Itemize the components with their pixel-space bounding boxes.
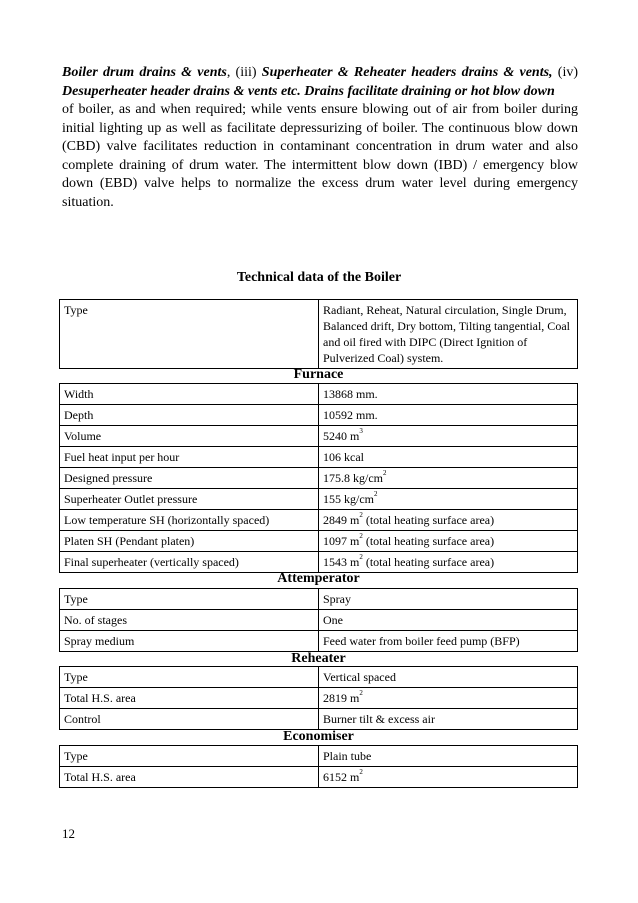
row-value [319,767,578,788]
row-label: Width [60,384,319,405]
table-row [60,510,578,531]
table-title: Technical data of the Boiler [236,270,402,285]
general-table [59,299,578,369]
row-label: Designed pressure [60,468,319,489]
table-row [60,300,578,369]
row-label: No. of stages [60,610,319,631]
row-value [319,426,578,447]
row-value [319,468,578,489]
table-row [60,468,578,489]
table-row [60,746,578,767]
value-tail: (total heating surface area) [362,534,495,548]
value-text: 5240 m [323,429,360,443]
table-row [60,667,578,688]
table-row [60,767,578,788]
value-text: 1097 m [323,534,360,548]
intro-emph-3: Desuperheater header drains & vents etc. Drains facilitate draining or hot blow down [62,83,555,99]
attemperator-heading: Attemperator [277,571,360,586]
table-row [60,552,578,573]
value-sup: 2 [359,689,363,697]
type-value: Radiant, Reheat, Natural circulation, Single Drum, Balanced drift, Dry bottom, Tilting tangential, Coal and oil fired with DIPC (Direct Ignition of Pulverized Coal) system. [319,300,578,369]
table-row [60,688,578,709]
row-value [319,688,578,709]
economiser-heading: Economiser [283,729,354,744]
value-text: 175.8 kg/cm [323,471,383,485]
row-value [319,510,578,531]
row-label: Spray medium [60,631,319,652]
table-row [60,589,578,610]
table-row [60,405,578,426]
row-value: Plain tube [319,746,578,767]
intro-emph-1: Boiler drum drains & vents [62,65,227,80]
row-label: Depth [60,405,319,426]
table-row [60,610,578,631]
row-value [319,489,578,510]
value-text: 155 kg/cm [323,492,374,506]
row-value: One [319,610,578,631]
row-value: 13868 mm. [319,384,578,405]
row-value [319,552,578,573]
row-label: Final superheater (vertically spaced) [60,552,319,573]
reheater-heading: Reheater [291,651,346,666]
attemperator-table [59,588,578,652]
intro-plain-1: , (iii) [226,65,262,80]
intro-text [62,64,578,101]
table-row [60,384,578,405]
row-label: Volume [60,426,319,447]
table-row [60,426,578,447]
value-sup: 2 [359,511,363,519]
row-label: Fuel heat input per hour [60,447,319,468]
row-label: Type [60,589,319,610]
table-row [60,631,578,652]
row-label: Total H.S. area [60,688,319,709]
value-sup: 2 [383,469,387,477]
row-label: Type [60,667,319,688]
value-text: 2849 m [323,513,360,527]
type-label: Type [60,300,319,369]
value-sup: 2 [359,532,363,540]
row-label: Superheater Outlet pressure [60,489,319,510]
row-label: Total H.S. area [60,767,319,788]
row-value: Feed water from boiler feed pump (BFP) [319,631,578,652]
value-sup: 2 [374,490,378,498]
table-row [60,709,578,730]
value-text: 6152 m [323,770,360,784]
furnace-table [59,383,578,573]
value-text: 1543 m [323,555,360,569]
value-sup: 2 [359,768,363,776]
page-number: 12 [62,826,75,841]
value-tail: (total heating surface area) [362,555,495,569]
row-value: Spray [319,589,578,610]
intro-emph-2: Superheater & Reheater headers drains & vents, [261,65,553,80]
row-value: 10592 mm. [319,405,578,426]
intro-paragraph [62,64,578,212]
row-value [319,531,578,552]
reheater-table [59,666,578,730]
row-label: Low temperature SH (horizontally spaced) [60,510,319,531]
row-label: Platen SH (Pendant platen) [60,531,319,552]
intro-body: of boiler, as and when required; while vents ensure blowing out of air from boiler during initial lighting up as well as facilitate depressurizing of boiler. The continuous blow down (CBD) valve facilitates reduction in contaminant concentration in drum water and also complete draining of drum water. The intermittent blow down (IBD) / emergency blow down (EBD) valve helps to normalize the excess drum water level during emergency situation. [62,102,578,210]
row-label: Type [60,746,319,767]
value-sup: 2 [359,553,363,561]
furnace-heading: Furnace [293,367,344,382]
row-label: Control [60,709,319,730]
row-value: Vertical spaced [319,667,578,688]
intro-plain-2: (iv) [557,65,579,80]
table-row [60,531,578,552]
economiser-table [59,745,578,788]
table-row [60,489,578,510]
value-sup: 3 [359,427,363,435]
value-tail: (total heating surface area) [362,513,495,527]
value-text: 2819 m [323,691,360,705]
row-value: Burner tilt & excess air [319,709,578,730]
row-value: 106 kcal [319,447,578,468]
table-row [60,447,578,468]
